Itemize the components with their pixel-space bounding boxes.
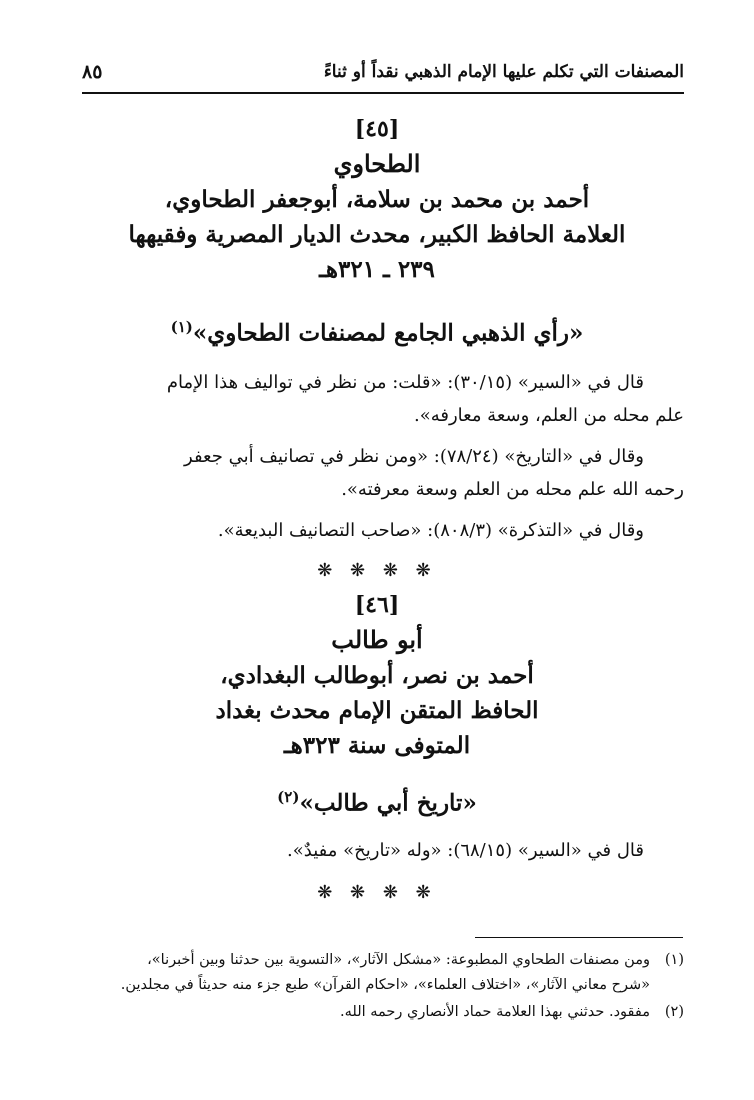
entry-45-header	[60, 112, 694, 287]
section-heading-text: «تاريخ أبي طالب»	[299, 789, 477, 817]
entry-number: [٤٦]	[354, 592, 400, 618]
section-separator: ❋ ❋ ❋ ❋	[317, 882, 437, 903]
paragraph-siyar	[82, 366, 684, 432]
entry-46-header	[60, 588, 694, 763]
footnote-mark: (٢)	[664, 1004, 684, 1020]
footnote-rule	[475, 937, 683, 938]
footnote-line: ومن مصنفات الطحاوي المطبوعة: «مشكل الآثار»، «التسوية بين حدثنا وبين أخبرنا»،	[147, 952, 650, 968]
paragraph-tarikh	[82, 440, 684, 506]
paragraph-siyar-abu-talib	[82, 834, 684, 867]
section-heading-tahawi	[60, 318, 694, 347]
footnote-ref: (٢)	[277, 788, 300, 806]
entry-description: العلامة الحافظ الكبير، محدث الديار المصرية وفقيهها	[128, 221, 626, 248]
paragraph-line: رحمه الله علم محله من العلم وسعة معرفته».	[341, 479, 684, 500]
footnote-line: «شرح معاني الآثار»، «اختلاف العلماء»، «احكام القرآن» طبع جزء منه حديثاً في مجلدين.	[120, 977, 650, 993]
paragraph-line: علم محله من العلم، وسعة معارفه».	[413, 405, 684, 426]
entry-number: [٤٥]	[354, 116, 400, 142]
footnote-line: مفقود. حدثني بهذا العلامة حماد الأنصاري رحمه الله.	[340, 1004, 650, 1020]
footnote-mark: (١)	[664, 952, 684, 968]
footnote-2	[75, 1000, 684, 1025]
running-head-title: المصنفات التي تكلم عليها الإمام الذهبي نقداً أو ثناءً	[323, 62, 684, 82]
footnote-ref: (١)	[170, 318, 193, 336]
page-number: ٨٥	[82, 61, 103, 83]
paragraph-line: وقال في «التاريخ» (٧٨/٢٤): «ومن نظر في تصانيف أبي جعفر	[184, 446, 644, 467]
section-heading-abu-talib	[60, 788, 694, 817]
paragraph-line: قال في «السير» (٣٠/١٥): «قلت: من نظر في تواليف هذا الإمام	[166, 372, 644, 393]
entry-title: أبو طالب	[331, 625, 423, 654]
section-separator: ❋ ❋ ❋ ❋	[317, 560, 437, 581]
section-heading-text: «رأي الذهبي الجامع لمصنفات الطحاوي»	[192, 319, 584, 347]
entry-dates: ٢٣٩ ـ ٣٢١هـ	[319, 256, 435, 283]
entry-title: الطحاوي	[333, 149, 421, 178]
footnote-1	[75, 948, 684, 998]
entry-fullname: أحمد بن محمد بن سلامة، أبوجعفر الطحاوي،	[164, 186, 590, 213]
paragraph-tadhkira	[82, 514, 684, 547]
paragraph-line: وقال في «التذكرة» (٨٠٨/٣): «صاحب التصانيف البديعة».	[217, 520, 644, 541]
entry-description: الحافظ المتقن الإمام محدث بغداد	[215, 697, 539, 724]
paragraph-line: قال في «السير» (٦٨/١٥): «وله «تاريخ» مفيدٌ».	[287, 840, 644, 861]
entry-dates: المتوفى سنة ٣٢٣هـ	[283, 732, 471, 759]
entry-fullname: أحمد بن نصر، أبوطالب البغدادي،	[220, 662, 534, 689]
running-head	[82, 58, 684, 94]
